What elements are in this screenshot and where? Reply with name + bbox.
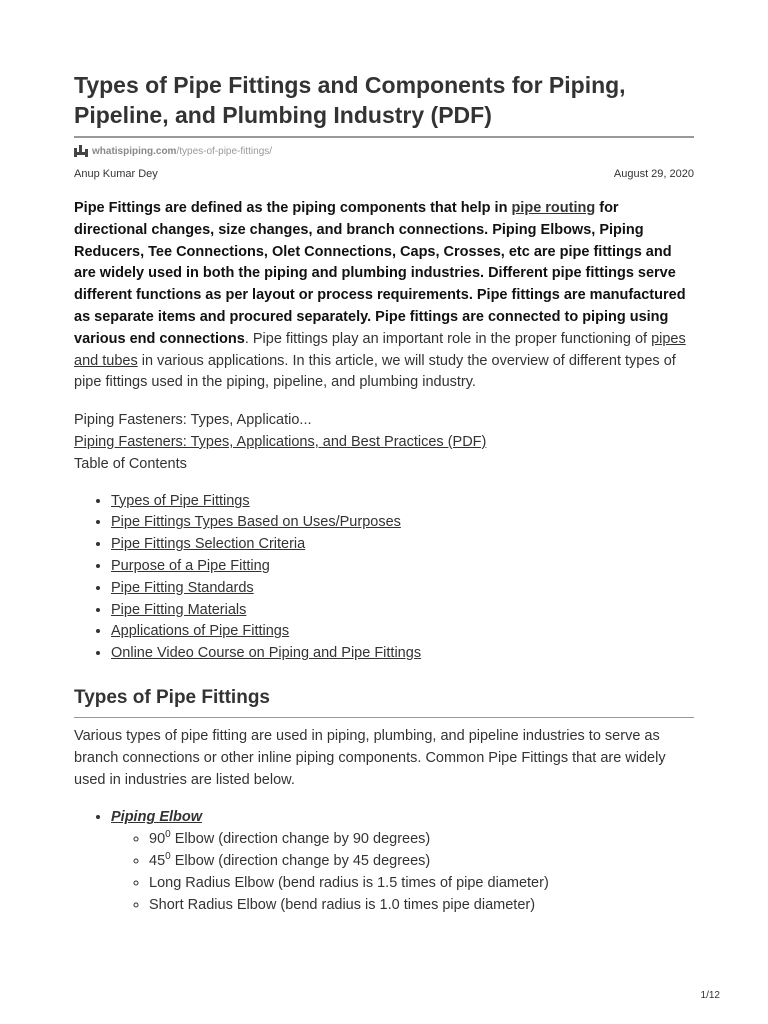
toc-link[interactable]: Applications of Pipe Fittings <box>111 623 290 640</box>
elbow-type-item: ◦ $45^0$ Elbow (direction change by 45 degrees) <box>149 851 694 873</box>
toc-item <box>111 600 694 622</box>
article-title: Types of Pipe Fittings and Components for Piping, Pipeline, and Plumbing Industry (PDF) <box>74 70 694 138</box>
section-paragraph: Various types of pipe fitting are used in piping, plumbing, and pipeline industries to serve as branch connections or other inline piping components. Common Pipe Fittings that are widely used in industries are listed below. <box>74 727 666 788</box>
pipe-routing-link[interactable]: pipe routing <box>511 200 596 216</box>
toc-item <box>111 643 694 665</box>
article-meta <box>74 168 694 182</box>
document-page <box>74 70 694 916</box>
page-number: 1/12 <box>700 990 720 1001</box>
source-path[interactable]: /types-of-pipe-fittings/ <box>176 145 273 157</box>
source-line <box>74 144 694 158</box>
toc-item <box>111 621 694 643</box>
intro-text-1: . Pipe fittings play an important role in the proper functioning of <box>244 330 652 347</box>
toc-link[interactable]: Pipe Fitting Standards <box>111 579 254 596</box>
elbow-type-item: ◦ Short Radius Elbow (bend radius is 1.0 times pipe diameter) <box>149 895 694 917</box>
intro-bold-1: Pipe Fittings are defined as the piping components that help in <box>74 200 512 216</box>
toc-item <box>111 534 694 556</box>
elbow-sublist <box>111 829 694 916</box>
piping-fasteners-link[interactable]: Piping Fasteners: Types, Applications, and Best Practices (PDF) <box>74 433 487 450</box>
toc-link[interactable]: Pipe Fittings Types Based on Uses/Purposes <box>111 514 401 531</box>
toc-item <box>111 556 694 578</box>
related-teaser: Piping Fasteners: Types, Applicatio... <box>74 412 312 429</box>
fittings-list <box>74 807 694 916</box>
toc-item <box>111 491 694 513</box>
related-block <box>74 410 694 475</box>
toc-link[interactable]: Pipe Fittings Selection Criteria <box>111 536 306 553</box>
toc-heading: Table of Contents <box>74 455 187 472</box>
toc-link[interactable]: Online Video Course on Piping and Pipe Fittings <box>111 645 422 662</box>
elbow-type-item: ◦ $90^0$ Elbow (direction change by 90 degrees) <box>149 829 694 851</box>
author-name: Anup Kumar Dey <box>74 168 158 180</box>
toc-link[interactable]: Pipe Fitting Materials <box>111 601 247 618</box>
publish-date: August 29, 2020 <box>613 168 694 180</box>
fitting-item-elbow <box>111 807 694 916</box>
pipes-and-tubes-link[interactable]: pipes and tubes <box>74 330 686 369</box>
table-of-contents <box>74 491 694 665</box>
source-domain[interactable]: whatispiping.com <box>92 145 177 157</box>
intro-text-2: in various applications. In this article, we will study the overview of different types of pipe fittings used in the piping, pipeline, and plumbing industry. <box>74 352 676 391</box>
toc-link[interactable]: Purpose of a Pipe Fitting <box>111 557 270 574</box>
elbow-type-item: ◦ Long Radius Elbow (bend radius is 1.5 times of pipe diameter) <box>149 873 694 895</box>
intro-paragraph <box>74 198 694 394</box>
section-heading: Types of Pipe Fittings <box>74 686 694 718</box>
intro-bold-2: for directional changes, size changes, and branch connections. Piping Elbows, Piping Reducers, Tee Connections, Olet Connections, Caps, Crosses, etc are pipe fittings and are widely used in both the piping and plumbing industries. Different pipe fittings serve different functions as per layout or process requirements. Pipe fittings are manufactured as separate items and procured separately. Pipe fittings are connected to piping using various end connections <box>74 200 686 347</box>
piping-elbow-link[interactable]: Piping Elbow <box>111 809 203 826</box>
toc-item <box>111 512 694 534</box>
toc-link[interactable]: Types of Pipe Fittings <box>111 492 250 509</box>
whatispiping-logo-icon <box>74 145 88 157</box>
toc-item <box>111 578 694 600</box>
